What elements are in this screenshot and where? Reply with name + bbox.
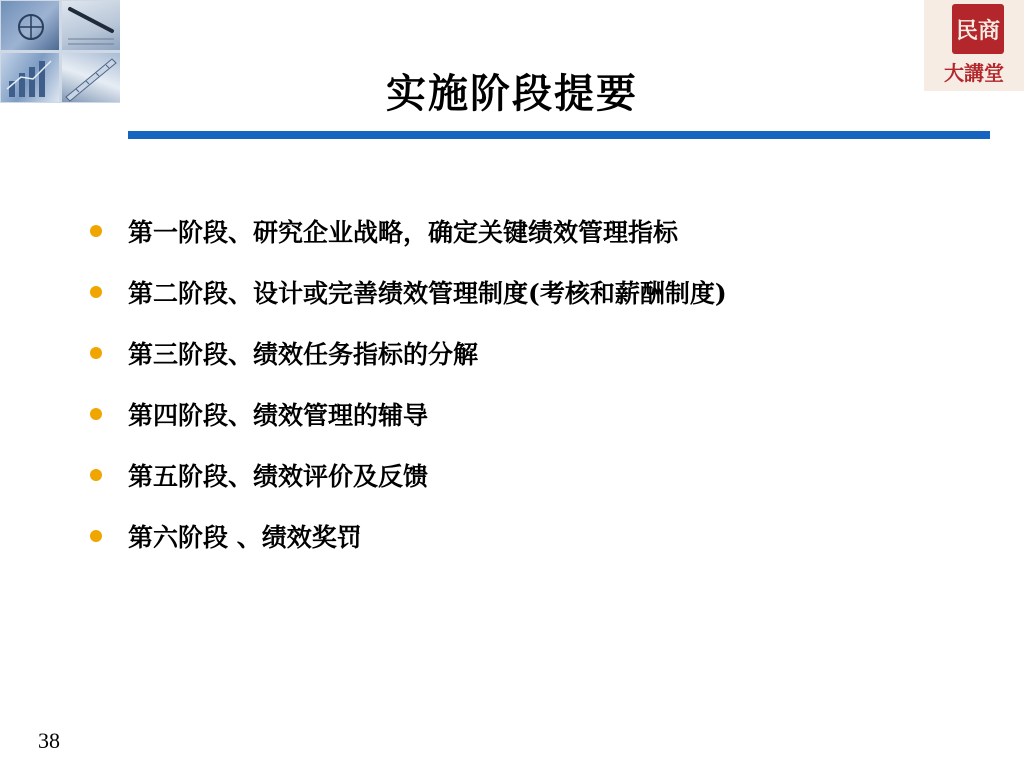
bullet-dot-icon [90, 225, 102, 237]
list-item [90, 505, 727, 566]
title-underline [128, 131, 990, 139]
photo-pen-tile [62, 1, 120, 50]
slide-title: 实施阶段提要 [386, 70, 638, 117]
stage-label: 第六阶段 、绩效奖罚 [128, 522, 362, 552]
bullet-dot-icon [90, 347, 102, 359]
stage-label: 第五阶段、绩效评价及反馈 [128, 461, 429, 491]
svg-text:民商: 民商 [955, 18, 1001, 44]
bullet-dot-icon [90, 286, 102, 298]
list-item [90, 383, 727, 444]
list-item [90, 322, 727, 383]
page-number: 38 [38, 728, 60, 753]
stage-list [90, 200, 727, 566]
bullet-dot-icon [90, 530, 102, 542]
pen-icon [62, 1, 120, 50]
stage-label: 第三阶段、绩效任务指标的分解 [128, 339, 479, 369]
stage-label: 第一阶段、研究企业战略，确定关键绩效管理指标 [128, 217, 679, 247]
list-item [90, 261, 727, 322]
list-item [90, 444, 727, 505]
compass-icon [1, 1, 59, 50]
svg-text:大講堂: 大講堂 [944, 61, 1004, 85]
stage-label: 第二阶段、设计或完善绩效管理制度(考核和薪酬制度) [128, 278, 727, 308]
list-item [90, 200, 727, 261]
photo-compass-tile [1, 1, 59, 50]
bullet-dot-icon [90, 469, 102, 481]
bullet-dot-icon [90, 408, 102, 420]
stage-label: 第四阶段、绩效管理的辅导 [128, 400, 429, 430]
